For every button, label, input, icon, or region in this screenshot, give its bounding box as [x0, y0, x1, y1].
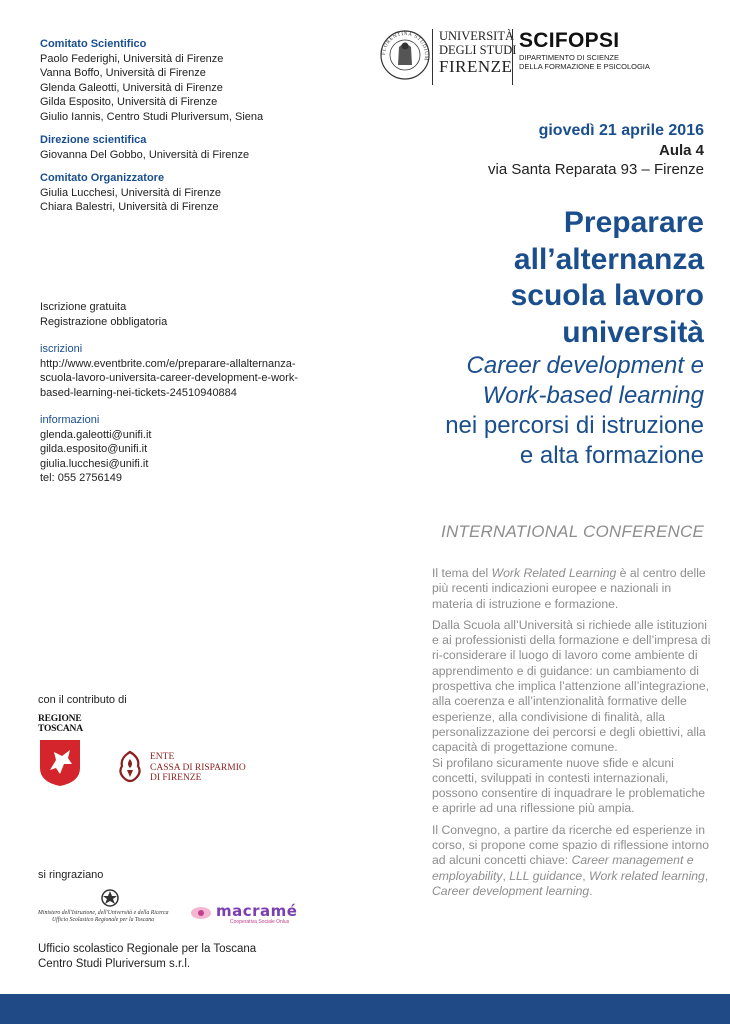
- info-label: informazioni: [40, 414, 100, 426]
- registration-url-line: http://www.eventbrite.com/e/preparare-allalternanza-: [40, 357, 296, 370]
- event-address: via Santa Reparata 93 – Firenze: [488, 161, 704, 178]
- footer-bar: [0, 994, 730, 1024]
- conference-title: [445, 205, 704, 471]
- body-text: è al centro delle più recenti indicazioni europee e nazionali in materia di istruzione e formazione.: [432, 566, 706, 611]
- registration-required: Registrazione obbligatoria: [40, 315, 168, 328]
- description-paragraph: [432, 823, 712, 899]
- event-info: [488, 121, 704, 179]
- iscrizioni-label: iscrizioni: [40, 343, 83, 355]
- body-text: Il tema del: [432, 566, 492, 580]
- description-paragraph: Dalla Scuola all’Università si richiede alle istituzioni e ai professionisti della formazione e dell’impresa di ri-considerare il luogo di lavoro come ambiente di apprendimento e di guidance: un cambiamento di prospettiva che implica l’attenzione all’integrazione, alla coerenza e all’intenzionalità formative delle esperienze, alla condivisione di finalità, alla personalizzazione dei percorsi e degli obiettivi, alla capacità di progettazione comune.: [432, 617, 711, 755]
- ente-emblem-icon: [116, 750, 144, 784]
- pegasus-shield-icon: [38, 738, 82, 788]
- body-text: ,: [582, 868, 589, 883]
- event-room: Aula 4: [658, 142, 704, 159]
- scientific-committee-list: [40, 52, 330, 125]
- list-item: Gilda Esposito, Università di Firenze: [40, 96, 218, 108]
- title-line: università: [562, 315, 704, 349]
- event-date: giovedì 21 aprile 2016: [538, 122, 704, 139]
- email-link[interactable]: gilda.esposito@unifi.it: [40, 443, 148, 455]
- unifi-logo: [432, 29, 519, 85]
- ente-logo-text: CASSA DI RISPARMIO: [150, 762, 246, 773]
- unifi-logo-text: UNIVERSITÀ: [439, 29, 514, 43]
- macrame-flower-icon: [190, 906, 212, 920]
- list-item: Giulia Lucchesi, Università di Firenze: [40, 186, 221, 199]
- subtitle-line: e alta formazione: [519, 442, 704, 469]
- body-emphasis: Work related learning: [589, 868, 705, 883]
- title-line: all’alternanza: [513, 242, 704, 276]
- title-line: Preparare: [563, 206, 704, 239]
- registration-section: [40, 300, 330, 486]
- list-item: Vanna Boffo, Università di Firenze: [40, 67, 206, 79]
- ente-logo-text: DI FIRENZE: [150, 773, 202, 783]
- regione-logo-text: TOSCANA: [38, 724, 83, 734]
- email-link[interactable]: giulia.lucchesi@unifi.it: [40, 457, 149, 470]
- thanks-list: [38, 942, 256, 972]
- registration-link[interactable]: [40, 357, 330, 401]
- committee-section: [40, 37, 330, 215]
- list-item: Glenda Galeotti, Università di Firenze: [40, 81, 223, 94]
- body-text: .: [589, 883, 593, 898]
- ministero-logo: [38, 888, 188, 924]
- unifi-logo-text: FIRENZE: [439, 57, 513, 76]
- registration-free: Iscrizione gratuita: [40, 301, 127, 313]
- ministero-logo-text: Ministero dell'Istruzione, dell'Università e della Ricerca: [38, 910, 169, 916]
- scientific-committee-heading: Comitato Scientifico: [40, 38, 147, 50]
- ministero-logo-text: Ufficio Scolastico Regionale per la Toscana: [52, 917, 155, 923]
- international-conference-label: INTERNATIONAL CONFERENCE: [441, 522, 704, 541]
- scifopsi-subtitle: DELLA FORMAZIONE E PSICOLOGIA: [519, 62, 650, 71]
- body-emphasis: Career development learning: [432, 883, 590, 898]
- body-text: ,: [704, 868, 709, 883]
- regione-logo-text: REGIONE: [38, 714, 82, 724]
- thanks-label: si ringraziano: [38, 869, 104, 881]
- direction-list: [40, 148, 330, 163]
- macrame-name: macramé: [216, 902, 298, 920]
- email-link[interactable]: glenda.galeotti@unifi.it: [40, 428, 152, 441]
- list-item: Giulio Iannis, Centro Studi Pluriversum, Siena: [40, 110, 264, 123]
- regione-toscana-logo: [38, 714, 86, 788]
- scifopsi-logo: [512, 29, 650, 85]
- organizing-heading: Comitato Organizzatore: [40, 172, 165, 184]
- list-item: Centro Studi Pluriversum s.r.l.: [38, 958, 191, 970]
- ente-logo-text: ENTE: [150, 752, 175, 762]
- body-emphasis: Work Related Learning: [491, 566, 617, 580]
- contrib-label: con il contributo di: [38, 694, 127, 706]
- university-seal-logo: [379, 29, 431, 81]
- italian-emblem-icon: [100, 888, 120, 908]
- seal-text: FLORENTINA STUDIUM: [380, 30, 430, 62]
- scifopsi-name: SCIFOPSI: [519, 29, 620, 52]
- body-emphasis: LLL guidance: [509, 868, 583, 883]
- description-body: [432, 566, 712, 905]
- list-item: Giovanna Del Gobbo, Università di Firenze: [40, 148, 250, 161]
- registration-url-line: based-learning-nei-tickets-24510940884: [40, 386, 237, 399]
- description-paragraph: [432, 566, 712, 612]
- subtitle-italic-line: Work-based learning: [482, 382, 704, 409]
- body-emphasis: Career management e employability: [432, 853, 694, 883]
- list-item: Chiara Balestri, Università di Firenze: [40, 201, 219, 213]
- organizing-list: [40, 186, 330, 215]
- list-item: Paolo Federighi, Università di Firenze: [40, 52, 224, 65]
- description-paragraph: Si profilano sicuramente nuove sfide e alcuni concetti, sviluppati in contesti internazionali, possono consentire di inquadrare le problematiche e aprirle ad una riflessione più ampia.: [432, 755, 706, 816]
- subtitle-italic-line: Career development e: [466, 352, 704, 379]
- macrame-tagline: Cooperativa Sociale Onlus: [230, 919, 290, 925]
- title-line: scuola lavoro: [510, 279, 704, 312]
- unifi-logo-text: DEGLI STUDI: [439, 43, 517, 57]
- direction-heading: Direzione scientifica: [40, 134, 147, 146]
- body-text: Il Convegno, a partire da ricerche ed esperienze in corso, si propone come spazio di riflessione intorno ad alcuni concetti chiave:: [432, 822, 710, 868]
- scifopsi-subtitle: DIPARTIMENTO DI SCIENZE: [519, 53, 620, 62]
- subtitle-line: nei percorsi di istruzione: [445, 412, 704, 439]
- list-item: Ufficio scolastico Regionale per la Toscana: [38, 943, 257, 955]
- phone-number: tel: 055 2756149: [40, 472, 122, 484]
- body-text: ,: [502, 868, 510, 883]
- registration-url-line: scuola-lavoro-universita-career-development-e-work-: [40, 372, 298, 384]
